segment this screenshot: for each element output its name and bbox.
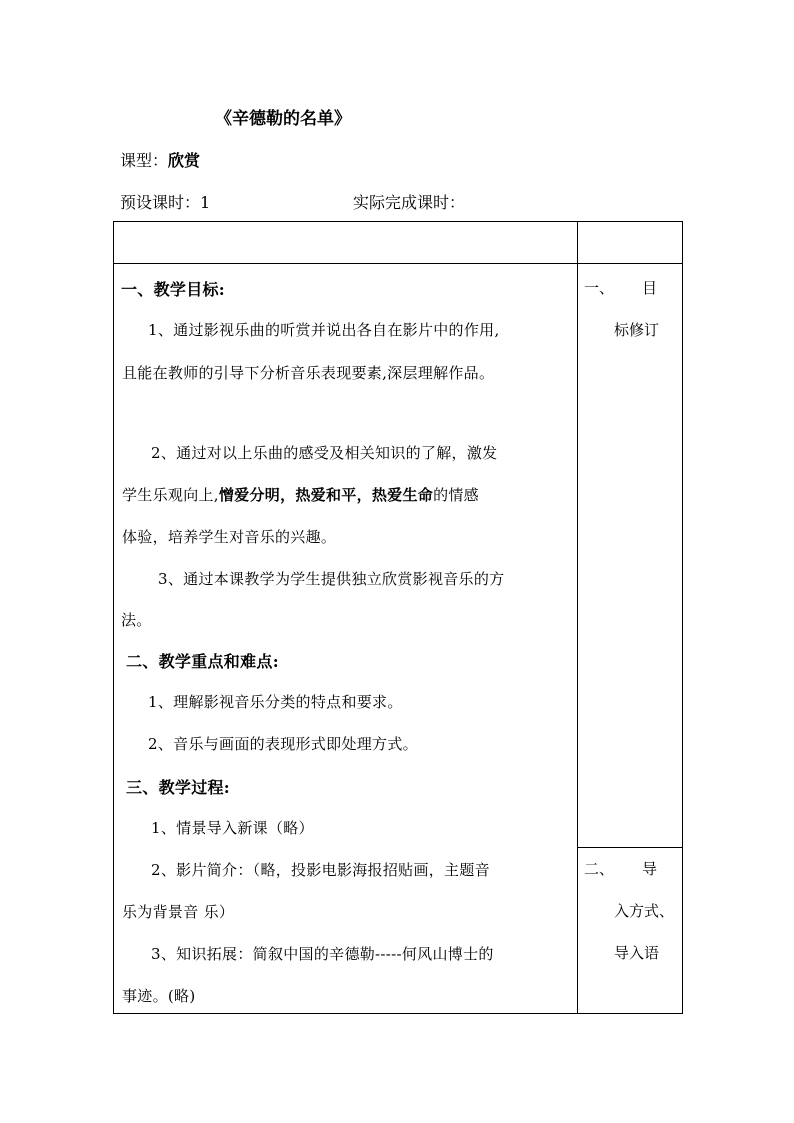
side-note-2-text-2: 导入语 xyxy=(614,944,660,962)
objective-3-line-2: 法。 xyxy=(121,611,152,629)
section-keypoints-heading: 二、教学重点和难点: xyxy=(126,652,279,671)
side-note-2-number: 二、 xyxy=(584,860,615,878)
process-step-2-line-2: 乐为背景音 乐） xyxy=(122,903,235,921)
objective-2-line-1: 2、通过对以上乐曲的感受及相关知识的了解，激发 xyxy=(151,444,498,462)
document-title: 《辛德勒的名单》 xyxy=(215,109,351,129)
section-process-heading: 三、教学过程: xyxy=(126,778,231,797)
process-step-2-line-1: 2、影片简介：（略，投影电影海报招贴画，主题音 xyxy=(151,861,490,879)
side-note-2-text-1: 入方式、 xyxy=(614,902,675,920)
content-cell xyxy=(114,264,578,1014)
objective-2-text-b: 的情感 xyxy=(433,486,479,504)
objective-2-line-2 xyxy=(122,484,479,505)
keypoint-2: 2、音乐与画面的表现形式即处理方式。 xyxy=(148,735,418,753)
objective-2-text-a: 学生乐观向上, xyxy=(122,486,219,504)
table-header-row xyxy=(114,222,683,264)
lesson-content xyxy=(114,264,577,1012)
side-note-1-number: 一、 xyxy=(584,279,615,297)
side-note-objectives xyxy=(578,264,682,847)
header-cell-side xyxy=(578,222,683,264)
planned-hours: 预设课时：1 xyxy=(120,193,211,212)
lesson-plan-table xyxy=(113,221,683,1014)
header-cell-main xyxy=(114,222,578,264)
side-note-cell-2 xyxy=(578,848,683,1014)
actual-hours: 实际完成课时： xyxy=(353,193,466,212)
process-step-3-line-1: 3、知识拓展：简叙中国的辛德勒-----何风山博士的 xyxy=(151,945,494,963)
objective-2-emphasis: 憎爱分明，热爱和平，热爱生命 xyxy=(218,486,434,504)
side-note-1-text: 标修订 xyxy=(614,321,660,339)
objective-2-line-3: 体验，培养学生对音乐的兴趣。 xyxy=(122,528,337,546)
side-note-intro xyxy=(578,848,682,1013)
objective-3-line-1: 3、通过本课教学为学生提供独立欣赏影视音乐的方 xyxy=(158,570,505,588)
objective-1-line-1: 1、通过影视乐曲的听赏并说出各自在影片中的作用, xyxy=(148,321,500,339)
section-objectives-heading: 一、教学目标: xyxy=(121,280,226,299)
side-note-2-char: 导 xyxy=(642,860,658,878)
process-step-3-line-2: 事迹。(略) xyxy=(122,987,196,1005)
side-note-cell-1 xyxy=(578,264,683,848)
process-step-1: 1、情景导入新课（略） xyxy=(151,819,314,837)
table-row xyxy=(114,264,683,848)
course-type-value: 欣赏 xyxy=(168,151,201,170)
course-type-label: 课型： xyxy=(120,151,169,170)
side-note-1-char: 目 xyxy=(642,279,658,297)
course-type xyxy=(120,148,200,171)
objective-1-line-2: 且能在教师的引导下分析音乐表现要素,深层理解作品。 xyxy=(122,364,495,382)
keypoint-1: 1、理解影视音乐分类的特点和要求。 xyxy=(148,693,403,711)
